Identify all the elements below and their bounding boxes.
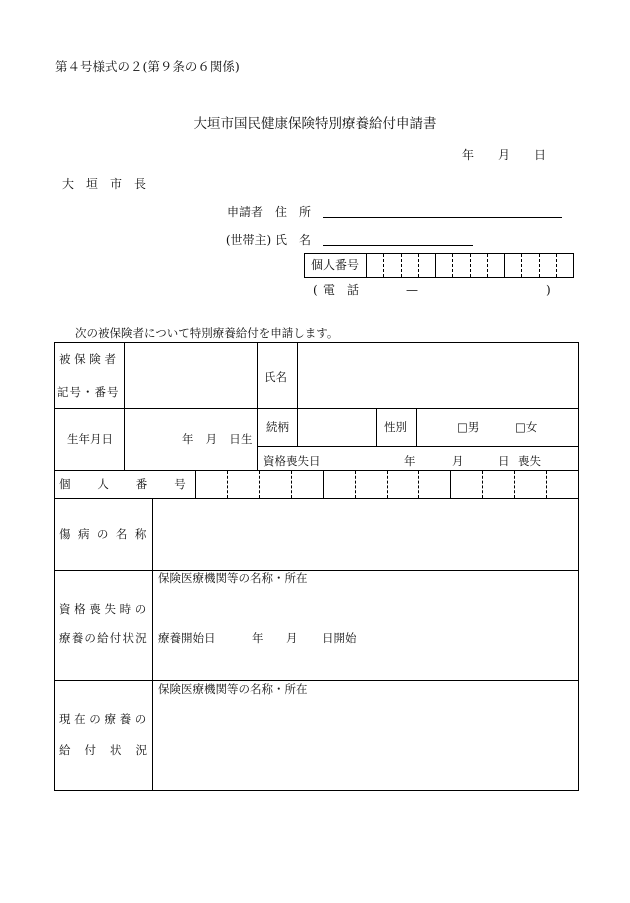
birth-date-label: 生年月日: [67, 432, 113, 446]
digit-cell: [401, 254, 418, 277]
digit-cell: [367, 254, 383, 277]
digit-cell: [470, 254, 487, 277]
loss-care-label-line1: 資 格 喪 失 時 の: [59, 602, 147, 616]
digit-cell: [539, 254, 556, 277]
digit-cell: [482, 471, 514, 498]
current-care-label-line2: 給 付 状 況: [59, 743, 149, 757]
digit-cell: [227, 471, 259, 498]
insured-number-label-line1: 被 保 険 者: [59, 352, 116, 366]
digit-cell: [450, 471, 482, 498]
phone-close-paren: ): [546, 283, 551, 297]
sex-value-cell: [416, 408, 579, 447]
phone-label: 電 話: [323, 283, 360, 297]
my-number-label: 個 人 番 号: [59, 477, 187, 491]
current-care-label-cell: [54, 680, 153, 791]
sex-female-checkbox: □女: [515, 420, 538, 434]
digit-cell: [514, 471, 546, 498]
current-care-institution-label: 保険医療機関等の名称・所在: [158, 682, 308, 696]
digit-cell: [452, 254, 469, 277]
birth-date-value: 年 月 日生: [182, 432, 253, 446]
insured-number-label-line2: 記号・番号: [57, 385, 120, 399]
illness-name-value-cell: [152, 498, 579, 571]
phone-open-paren: (: [313, 283, 318, 297]
care-start-year: 年: [252, 631, 264, 645]
name-value-cell: [297, 342, 579, 409]
sex-label: 性別: [384, 420, 407, 434]
digit-cell: [383, 254, 400, 277]
digit-cell: [196, 471, 227, 498]
care-start-month: 月: [286, 631, 298, 645]
current-care-value-cell: [152, 680, 579, 791]
loss-care-label-line2: 療養の給付状況: [59, 631, 148, 645]
illness-name-label: 傷 病 の 名 称: [59, 527, 149, 541]
loss-care-institution-label: 保険医療機関等の名称・所在: [158, 571, 308, 585]
current-care-label-line1: 現 在 の 療 養 の: [59, 712, 147, 726]
addressee: 大 垣 市 長: [62, 177, 147, 191]
intro-text: 次の被保険者について特別療養給付を申請します。: [75, 326, 339, 340]
loss-date-year: 年: [404, 454, 416, 468]
applicant-my-number-label: 個人番号: [311, 258, 360, 272]
form-number: 第４号様式の２(第９条の６関係): [55, 59, 240, 74]
applicant-name-line: [323, 245, 473, 246]
digit-cell: [487, 254, 504, 277]
digit-cell: [387, 471, 419, 498]
loss-date-day: 日: [498, 454, 510, 468]
loss-date-label: 資格喪失日: [263, 454, 321, 468]
insured-number-value-cell: [124, 342, 258, 409]
applicant-address-label: 申請者 住 所: [226, 205, 311, 219]
applicant-name-label: (世帯主) 氏 名: [225, 233, 311, 247]
care-start-label: 療養開始日: [158, 631, 216, 645]
date-line: 年 月 日: [462, 148, 547, 162]
applicant-address-line: [323, 217, 562, 218]
phone-dash: —: [406, 283, 418, 297]
loss-date-month: 月: [452, 454, 464, 468]
loss-care-value-cell: [152, 570, 579, 681]
loss-care-label-cell: [54, 570, 153, 681]
name-label: 氏名: [264, 370, 287, 384]
digit-cell: [435, 254, 452, 277]
relation-value-cell: [297, 408, 377, 447]
sex-male-checkbox: □男: [457, 420, 480, 434]
digit-cell: [546, 471, 578, 498]
digit-cell: [323, 471, 355, 498]
my-number-digits: [195, 470, 579, 499]
applicant-my-number-digits: [366, 253, 574, 278]
digit-cell: [521, 254, 538, 277]
loss-date-suffix: 喪失: [518, 454, 541, 468]
digit-cell: [556, 254, 573, 277]
digit-cell: [291, 471, 323, 498]
relation-label: 続柄: [266, 420, 289, 434]
digit-cell: [259, 471, 291, 498]
page-title: 大垣市国民健康保険特別療養給付申請書: [193, 116, 437, 132]
digit-cell: [418, 254, 435, 277]
digit-cell: [418, 471, 450, 498]
care-start-day: 日開始: [322, 631, 357, 645]
digit-cell: [504, 254, 521, 277]
digit-cell: [355, 471, 387, 498]
